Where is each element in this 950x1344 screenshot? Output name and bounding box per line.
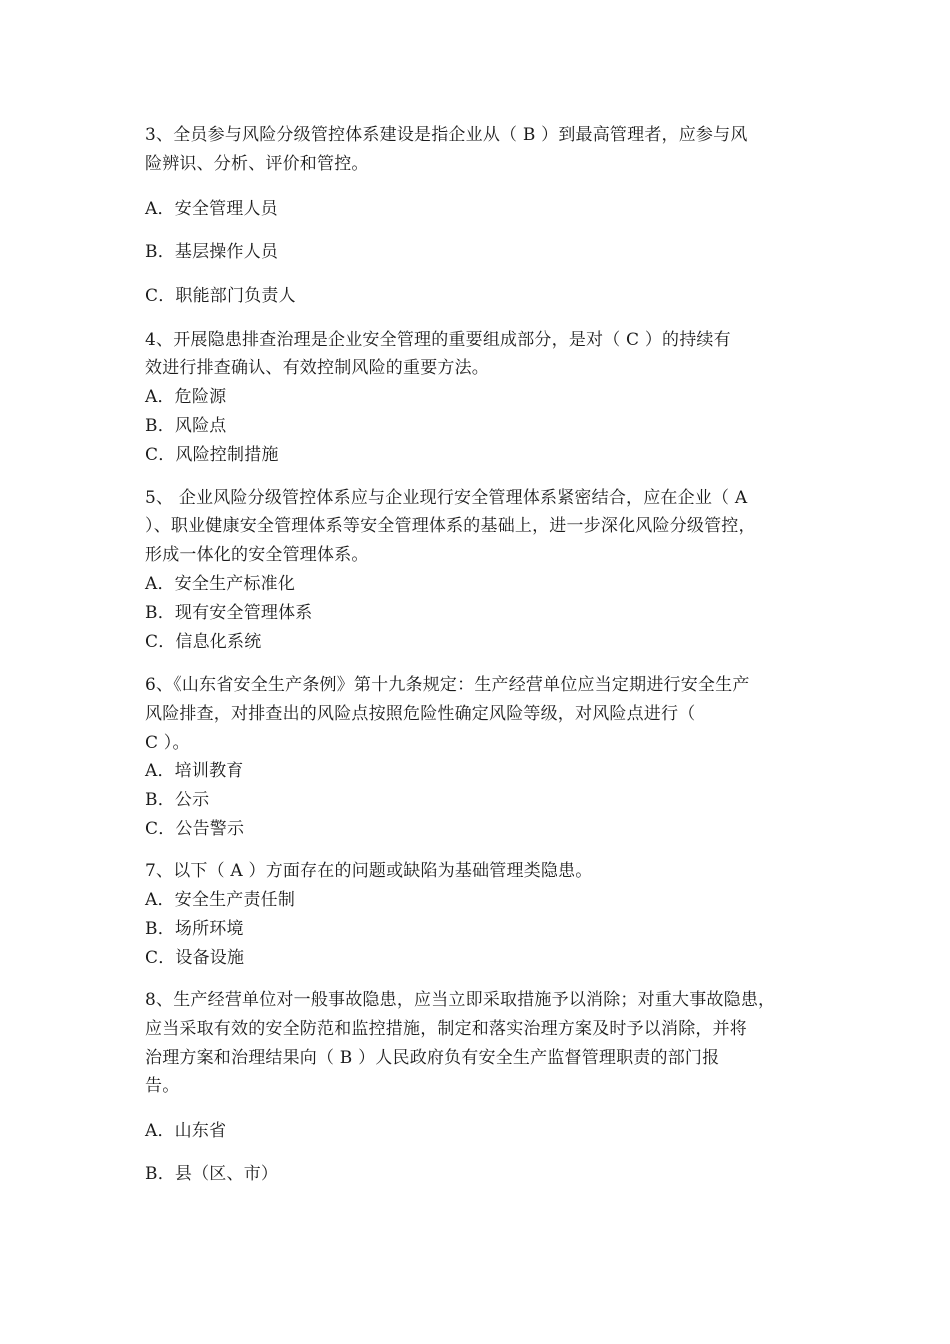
option-b: B．场所环境 bbox=[145, 919, 244, 939]
option-a: A．危险源 bbox=[145, 387, 227, 407]
option-b: B．公示 bbox=[145, 790, 210, 810]
option-b: B．基层操作人员 bbox=[145, 242, 279, 262]
question-text-line: 4、开展隐患排查治理是企业安全管理的重要组成部分，是对（ C ）的持续有 bbox=[145, 330, 731, 350]
option-a: A．安全管理人员 bbox=[145, 199, 278, 219]
option-c: C．信息化系统 bbox=[145, 632, 262, 652]
question-text-line: 8、生产经营单位对一般事故隐患，应当立即采取措施予以消除；对重大事故隐患， bbox=[145, 990, 776, 1010]
option-a: A．山东省 bbox=[145, 1121, 227, 1141]
question-text-line: 告。 bbox=[145, 1076, 180, 1096]
option-a: A．培训教育 bbox=[145, 761, 244, 781]
option-a: A．安全生产责任制 bbox=[145, 890, 296, 910]
question-text-line: 险辨识、分析、评价和管控。 bbox=[145, 154, 369, 174]
option-c: C．职能部门负责人 bbox=[145, 286, 296, 306]
question-text-line: 3、全员参与风险分级管控体系建设是指企业从（ B ）到最高管理者，应参与风 bbox=[145, 125, 748, 145]
question-text-line: 治理方案和治理结果向（ B ）人民政府负有安全生产监督管理职责的部门报 bbox=[145, 1048, 720, 1068]
question-text-line: 风险排查，对排查出的风险点按照危险性确定风险等级，对风险点进行（ bbox=[145, 704, 696, 724]
question-text-line: 形成一体化的安全管理体系。 bbox=[145, 545, 369, 565]
option-a: A．安全生产标准化 bbox=[145, 574, 296, 594]
option-b: B．现有安全管理体系 bbox=[145, 603, 313, 623]
option-c: C．风险控制措施 bbox=[145, 445, 279, 465]
question-text-line: ）、职业健康安全管理体系等安全管理体系的基础上，进一步深化风险分级管控， bbox=[145, 516, 756, 536]
question-text-line: C ）。 bbox=[145, 733, 190, 753]
option-c: C．公告警示 bbox=[145, 819, 245, 839]
option-b: B．县（区、市） bbox=[145, 1164, 279, 1184]
question-text-line: 7、以下（ A ）方面存在的问题或缺陷为基础管理类隐患。 bbox=[145, 861, 593, 881]
question-text-line: 5、 企业风险分级管控体系应与企业现行安全管理体系紧密结合，应在企业（ A bbox=[145, 488, 748, 508]
option-b: B．风险点 bbox=[145, 416, 227, 436]
option-c: C．设备设施 bbox=[145, 948, 245, 968]
question-text-line: 应当采取有效的安全防范和监控措施，制定和落实治理方案及时予以消除，并将 bbox=[145, 1019, 747, 1039]
question-text-line: 效进行排查确认、有效控制风险的重要方法。 bbox=[145, 358, 489, 378]
question-text-line: 6、《山东省安全生产条例》第十九条规定：生产经营单位应当定期进行安全生产 bbox=[145, 675, 750, 695]
